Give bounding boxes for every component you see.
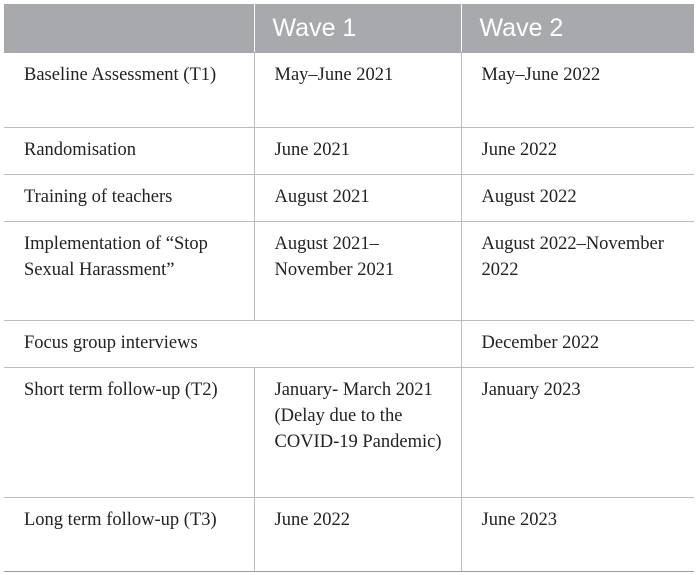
table-row-long-term	[4, 498, 694, 572]
cell-wave-2: December 2022	[461, 321, 694, 368]
cell-activity: Focus group interviews	[4, 321, 461, 368]
header-wave-2: Wave 2	[461, 4, 694, 53]
table-row-implementation	[4, 222, 694, 321]
table-row-baseline	[4, 53, 694, 128]
cell-activity: Long term follow-up (T3)	[4, 498, 254, 572]
cell-activity: Short term follow-up (T2)	[4, 368, 254, 498]
cell-wave-2: June 2023	[461, 498, 694, 572]
cell-wave-2: June 2022	[461, 128, 694, 175]
header-wave-1: Wave 1	[254, 4, 461, 53]
cell-wave-1: August 2021–November 2021	[254, 222, 461, 321]
table-row-focus-group	[4, 321, 694, 368]
cell-wave-1: August 2021	[254, 175, 461, 222]
table-header	[4, 4, 694, 53]
cell-wave-2: May–June 2022	[461, 53, 694, 128]
table-body	[4, 53, 694, 572]
cell-wave-1: May–June 2021	[254, 53, 461, 128]
cell-wave-2: August 2022	[461, 175, 694, 222]
cell-wave-1: January- March 2021 (Delay due to the COVID-19 Pandemic)	[254, 368, 461, 498]
cell-wave-1: June 2021	[254, 128, 461, 175]
study-timeline-table	[4, 4, 694, 572]
cell-activity: Randomisation	[4, 128, 254, 175]
table-row-short-term	[4, 368, 694, 498]
header-activity	[4, 4, 254, 53]
cell-activity: Baseline Assessment (T1)	[4, 53, 254, 128]
cell-wave-2: August 2022–November 2022	[461, 222, 694, 321]
cell-wave-1: June 2022	[254, 498, 461, 572]
cell-wave-2: January 2023	[461, 368, 694, 498]
table-row-randomisation	[4, 128, 694, 175]
cell-activity: Training of teachers	[4, 175, 254, 222]
cell-activity: Implementation of “Stop Sexual Harassment”	[4, 222, 254, 321]
header-row	[4, 4, 694, 53]
table-row-training	[4, 175, 694, 222]
